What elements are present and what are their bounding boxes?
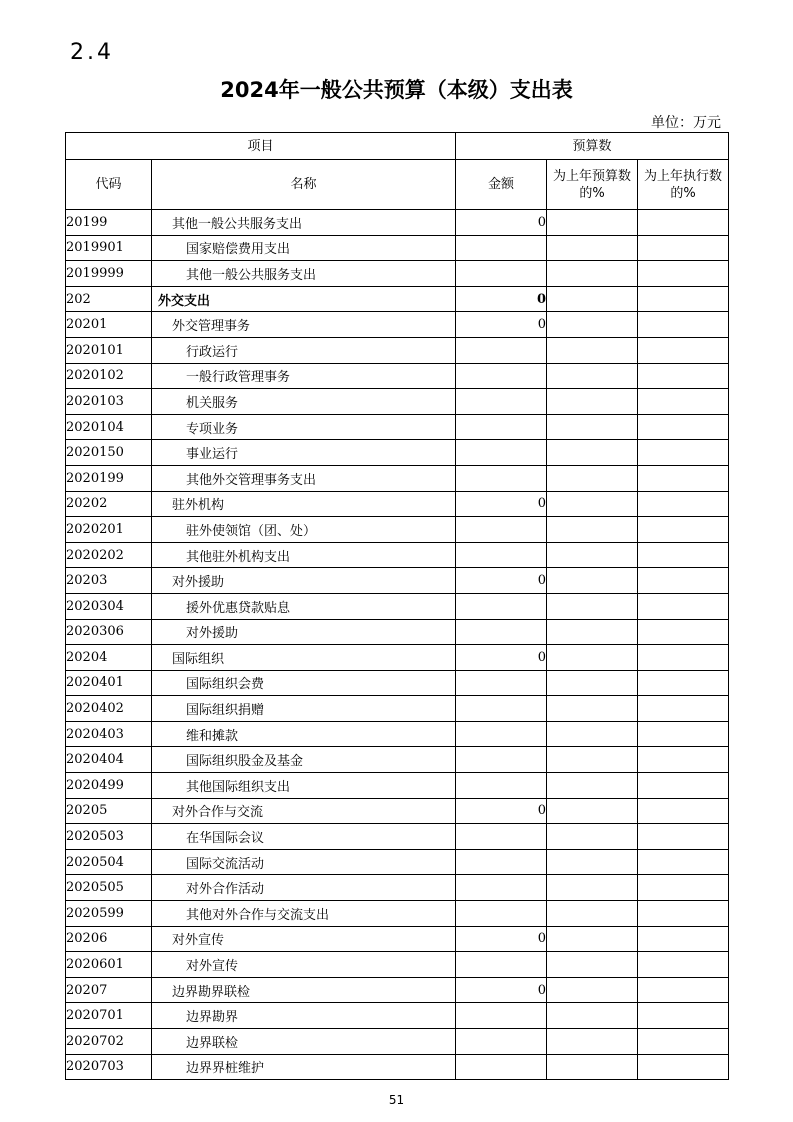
unit-label: 单位：万元 xyxy=(651,115,721,131)
code-cell: 2020403 xyxy=(66,721,152,747)
pct-budget-cell xyxy=(547,286,638,312)
pct-execution-cell xyxy=(638,645,729,671)
code-cell: 2020504 xyxy=(66,849,152,875)
pct-budget-cell xyxy=(547,721,638,747)
table-row xyxy=(66,670,729,696)
pct-budget-cell xyxy=(547,235,638,261)
code-cell: 2020499 xyxy=(66,773,152,799)
pct-budget-cell xyxy=(547,491,638,517)
name-cell: 其他国际组织支出 xyxy=(152,773,456,799)
name-cell: 其他一般公共服务支出 xyxy=(152,261,456,287)
name-cell: 对外宣传 xyxy=(152,952,456,978)
pct-budget-cell xyxy=(547,261,638,287)
pct-execution-cell xyxy=(638,593,729,619)
code-cell: 2020599 xyxy=(66,901,152,927)
table-row xyxy=(66,312,729,338)
section-number: 2.4 xyxy=(70,40,114,65)
code-cell: 20201 xyxy=(66,312,152,338)
header-name: 名称 xyxy=(152,160,456,210)
code-cell: 2020103 xyxy=(66,389,152,415)
pct-budget-cell xyxy=(547,465,638,491)
header-pct-last-year-budget: 为上年预算数的% xyxy=(547,160,638,210)
name-cell: 其他驻外机构支出 xyxy=(152,542,456,568)
table-row xyxy=(66,977,729,1003)
table-row xyxy=(66,773,729,799)
table-row xyxy=(66,337,729,363)
name-cell: 对外援助 xyxy=(152,619,456,645)
amount-cell xyxy=(456,414,547,440)
name-cell: 援外优惠贷款贴息 xyxy=(152,593,456,619)
pct-execution-cell xyxy=(638,337,729,363)
code-cell: 2020101 xyxy=(66,337,152,363)
pct-execution-cell xyxy=(638,1003,729,1029)
code-cell: 20207 xyxy=(66,977,152,1003)
amount-cell xyxy=(456,875,547,901)
pct-execution-cell xyxy=(638,798,729,824)
pct-execution-cell xyxy=(638,901,729,927)
pct-execution-cell xyxy=(638,235,729,261)
code-cell: 2020306 xyxy=(66,619,152,645)
pct-execution-cell xyxy=(638,261,729,287)
header-project: 项目 xyxy=(66,133,456,160)
pct-execution-cell xyxy=(638,542,729,568)
table-row xyxy=(66,593,729,619)
code-cell: 2020404 xyxy=(66,747,152,773)
pct-execution-cell xyxy=(638,747,729,773)
amount-cell xyxy=(456,773,547,799)
table-row xyxy=(66,286,729,312)
pct-execution-cell xyxy=(638,1029,729,1055)
name-cell: 国际交流活动 xyxy=(152,849,456,875)
amount-cell: 0 xyxy=(456,977,547,1003)
pct-execution-cell xyxy=(638,619,729,645)
amount-cell xyxy=(456,517,547,543)
table-row xyxy=(66,389,729,415)
amount-cell xyxy=(456,465,547,491)
name-cell: 对外援助 xyxy=(152,568,456,594)
code-cell: 20199 xyxy=(66,210,152,236)
code-cell: 20204 xyxy=(66,645,152,671)
table-row xyxy=(66,747,729,773)
code-cell: 2020201 xyxy=(66,517,152,543)
pct-budget-cell xyxy=(547,824,638,850)
table-row xyxy=(66,849,729,875)
pct-execution-cell xyxy=(638,568,729,594)
name-cell: 对外宣传 xyxy=(152,926,456,952)
pct-budget-cell xyxy=(547,875,638,901)
table-row xyxy=(66,721,729,747)
header-budget: 预算数 xyxy=(456,133,729,160)
amount-cell xyxy=(456,696,547,722)
code-cell: 20205 xyxy=(66,798,152,824)
pct-budget-cell xyxy=(547,619,638,645)
pct-execution-cell xyxy=(638,312,729,338)
table-row xyxy=(66,952,729,978)
amount-cell xyxy=(456,337,547,363)
page-title: 2024年一般公共预算（本级）支出表 xyxy=(220,78,573,102)
pct-execution-cell xyxy=(638,517,729,543)
name-cell: 边界勘界 xyxy=(152,1003,456,1029)
pct-budget-cell xyxy=(547,901,638,927)
table-row xyxy=(66,875,729,901)
pct-execution-cell xyxy=(638,286,729,312)
code-cell: 20203 xyxy=(66,568,152,594)
name-cell: 事业运行 xyxy=(152,440,456,466)
amount-cell xyxy=(456,389,547,415)
table-row xyxy=(66,542,729,568)
amount-cell xyxy=(456,1029,547,1055)
pct-execution-cell xyxy=(638,670,729,696)
code-cell: 2020202 xyxy=(66,542,152,568)
amount-cell xyxy=(456,440,547,466)
pct-execution-cell xyxy=(638,849,729,875)
amount-cell xyxy=(456,235,547,261)
table-row xyxy=(66,491,729,517)
pct-execution-cell xyxy=(638,875,729,901)
pct-execution-cell xyxy=(638,210,729,236)
pct-execution-cell xyxy=(638,721,729,747)
code-cell: 202 xyxy=(66,286,152,312)
name-cell: 驻外机构 xyxy=(152,491,456,517)
amount-cell xyxy=(456,542,547,568)
name-cell: 对外合作与交流 xyxy=(152,798,456,824)
amount-cell xyxy=(456,952,547,978)
pct-budget-cell xyxy=(547,773,638,799)
table-row xyxy=(66,901,729,927)
header-code: 代码 xyxy=(66,160,152,210)
amount-cell: 0 xyxy=(456,568,547,594)
amount-cell xyxy=(456,363,547,389)
name-cell: 维和摊款 xyxy=(152,721,456,747)
pct-execution-cell xyxy=(638,414,729,440)
pct-execution-cell xyxy=(638,952,729,978)
table-row xyxy=(66,465,729,491)
amount-cell: 0 xyxy=(456,312,547,338)
table-row xyxy=(66,1054,729,1080)
pct-execution-cell xyxy=(638,363,729,389)
name-cell: 外交支出 xyxy=(152,286,456,312)
pct-budget-cell xyxy=(547,952,638,978)
pct-budget-cell xyxy=(547,210,638,236)
header-amount: 金额 xyxy=(456,160,547,210)
table-header xyxy=(66,133,729,210)
pct-budget-cell xyxy=(547,389,638,415)
table-row xyxy=(66,1029,729,1055)
code-cell: 2020701 xyxy=(66,1003,152,1029)
name-cell: 一般行政管理事务 xyxy=(152,363,456,389)
pct-budget-cell xyxy=(547,1029,638,1055)
name-cell: 外交管理事务 xyxy=(152,312,456,338)
pct-budget-cell xyxy=(547,414,638,440)
pct-execution-cell xyxy=(638,696,729,722)
pct-budget-cell xyxy=(547,363,638,389)
code-cell: 2020401 xyxy=(66,670,152,696)
name-cell: 其他一般公共服务支出 xyxy=(152,210,456,236)
pct-budget-cell xyxy=(547,312,638,338)
pct-budget-cell xyxy=(547,440,638,466)
name-cell: 驻外使领馆（团、处） xyxy=(152,517,456,543)
code-cell: 2020304 xyxy=(66,593,152,619)
table-row xyxy=(66,696,729,722)
amount-cell xyxy=(456,849,547,875)
name-cell: 其他对外合作与交流支出 xyxy=(152,901,456,927)
table-row xyxy=(66,926,729,952)
pct-budget-cell xyxy=(547,645,638,671)
pct-execution-cell xyxy=(638,389,729,415)
amount-cell: 0 xyxy=(456,491,547,517)
amount-cell: 0 xyxy=(456,645,547,671)
pct-execution-cell xyxy=(638,824,729,850)
amount-cell: 0 xyxy=(456,798,547,824)
pct-execution-cell xyxy=(638,926,729,952)
amount-cell xyxy=(456,593,547,619)
amount-cell xyxy=(456,901,547,927)
code-cell: 2020702 xyxy=(66,1029,152,1055)
name-cell: 国家赔偿费用支出 xyxy=(152,235,456,261)
table-row xyxy=(66,517,729,543)
name-cell: 对外合作活动 xyxy=(152,875,456,901)
amount-cell xyxy=(456,670,547,696)
code-cell: 2020102 xyxy=(66,363,152,389)
name-cell: 其他外交管理事务支出 xyxy=(152,465,456,491)
pct-budget-cell xyxy=(547,849,638,875)
table-row xyxy=(66,363,729,389)
amount-cell xyxy=(456,1054,547,1080)
name-cell: 行政运行 xyxy=(152,337,456,363)
code-cell: 2020601 xyxy=(66,952,152,978)
code-cell: 2020505 xyxy=(66,875,152,901)
name-cell: 国际组织会费 xyxy=(152,670,456,696)
table-body xyxy=(66,210,729,1080)
pct-execution-cell xyxy=(638,465,729,491)
pct-execution-cell xyxy=(638,1054,729,1080)
pct-budget-cell xyxy=(547,593,638,619)
code-cell: 2019999 xyxy=(66,261,152,287)
code-cell: 2020104 xyxy=(66,414,152,440)
amount-cell xyxy=(456,747,547,773)
name-cell: 专项业务 xyxy=(152,414,456,440)
table-row xyxy=(66,824,729,850)
code-cell: 2020402 xyxy=(66,696,152,722)
amount-cell xyxy=(456,824,547,850)
code-cell: 2020503 xyxy=(66,824,152,850)
table-row xyxy=(66,1003,729,1029)
code-cell: 20202 xyxy=(66,491,152,517)
amount-cell xyxy=(456,619,547,645)
code-cell: 2020703 xyxy=(66,1054,152,1080)
name-cell: 机关服务 xyxy=(152,389,456,415)
pct-execution-cell xyxy=(638,491,729,517)
table-row xyxy=(66,414,729,440)
name-cell: 国际组织股金及基金 xyxy=(152,747,456,773)
table-row xyxy=(66,568,729,594)
pct-budget-cell xyxy=(547,670,638,696)
pct-budget-cell xyxy=(547,1003,638,1029)
pct-budget-cell xyxy=(547,977,638,1003)
name-cell: 边界勘界联检 xyxy=(152,977,456,1003)
name-cell: 国际组织捐赠 xyxy=(152,696,456,722)
pct-budget-cell xyxy=(547,926,638,952)
name-cell: 边界联检 xyxy=(152,1029,456,1055)
pct-budget-cell xyxy=(547,798,638,824)
name-cell: 在华国际会议 xyxy=(152,824,456,850)
code-cell: 2020150 xyxy=(66,440,152,466)
code-cell: 20206 xyxy=(66,926,152,952)
amount-cell: 0 xyxy=(456,286,547,312)
table-row xyxy=(66,210,729,236)
pct-budget-cell xyxy=(547,747,638,773)
amount-cell xyxy=(456,261,547,287)
code-cell: 2019901 xyxy=(66,235,152,261)
table-row xyxy=(66,798,729,824)
pct-execution-cell xyxy=(638,440,729,466)
amount-cell xyxy=(456,721,547,747)
pct-budget-cell xyxy=(547,517,638,543)
page-number: 51 xyxy=(388,1093,405,1107)
pct-budget-cell xyxy=(547,696,638,722)
table-row xyxy=(66,261,729,287)
code-cell: 2020199 xyxy=(66,465,152,491)
pct-budget-cell xyxy=(547,542,638,568)
table-row xyxy=(66,235,729,261)
pct-execution-cell xyxy=(638,773,729,799)
header-pct-last-year-execution: 为上年执行数的% xyxy=(638,160,729,210)
pct-budget-cell xyxy=(547,568,638,594)
pct-budget-cell xyxy=(547,1054,638,1080)
pct-budget-cell xyxy=(547,337,638,363)
budget-table xyxy=(65,132,729,1080)
table-row xyxy=(66,645,729,671)
name-cell: 边界界桩维护 xyxy=(152,1054,456,1080)
pct-execution-cell xyxy=(638,977,729,1003)
table-row xyxy=(66,440,729,466)
amount-cell: 0 xyxy=(456,210,547,236)
table-row xyxy=(66,619,729,645)
name-cell: 国际组织 xyxy=(152,645,456,671)
amount-cell xyxy=(456,1003,547,1029)
amount-cell: 0 xyxy=(456,926,547,952)
